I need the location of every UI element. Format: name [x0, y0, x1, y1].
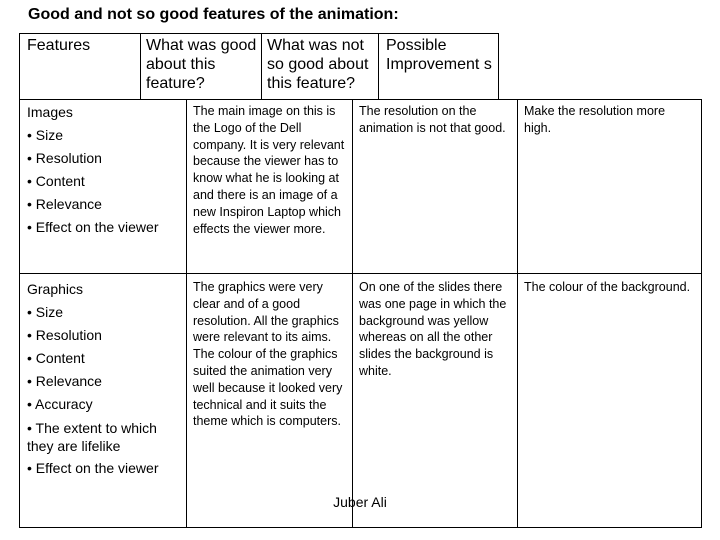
row-divider [19, 527, 701, 528]
improvement-cell: Make the resolution more high. [524, 104, 666, 135]
row-divider [19, 99, 701, 100]
feature-item: • Size [27, 127, 64, 143]
feature-item: • Effect on the viewer [27, 460, 159, 476]
row-divider [19, 273, 701, 274]
feature-item: • The extent to which they are lifelike [27, 420, 157, 454]
feature-list [27, 101, 185, 239]
feature-item: • Content [27, 350, 85, 366]
header-good: What was good about this feature? [146, 37, 257, 92]
feature-item: • Content [27, 173, 85, 189]
improvement-cell: The colour of the background. [524, 280, 691, 294]
feature-item: • Effect on the viewer [27, 219, 159, 235]
header-divider [378, 33, 379, 99]
feature-item: • Size [27, 304, 64, 320]
header-not-good: What was not so good about this feature? [267, 37, 369, 92]
good-cell: The main image on this is the Logo of the Dell company. It is very relevant because the viewer has to know what he is looking at and there is an image of a new Inspiron Laptop which effects the viewer more. [193, 104, 345, 236]
feature-title: Graphics [27, 281, 84, 297]
column-divider [352, 99, 353, 528]
feature-list [27, 278, 183, 480]
good-cell: The graphics were very clear and of a good resolution. All the graphics were relevant to its aims. The colour of the graphics suited the animation very well because it looked very technical and it suits the theme which is computers. [193, 280, 343, 429]
column-divider [186, 99, 187, 528]
feature-title: Images [27, 104, 73, 120]
feature-item: • Resolution [27, 327, 102, 343]
header-divider [261, 33, 262, 99]
column-divider [517, 99, 518, 528]
header-features: Features [27, 37, 91, 54]
author-name: Juber Ali [333, 494, 387, 510]
header-divider [140, 33, 141, 99]
page-title: Good and not so good features of the animation: [28, 6, 399, 23]
feature-item: • Relevance [27, 373, 102, 389]
not-good-cell: On one of the slides there was one page in which the background was yellow whereas on all the other slides the background is white. [359, 280, 507, 378]
header-improvement: Possible Improvement s [386, 37, 492, 73]
column-divider [701, 99, 702, 528]
not-good-cell: The resolution on the animation is not that good. [359, 104, 506, 135]
feature-item: • Resolution [27, 150, 102, 166]
feature-item: • Accuracy [27, 396, 93, 412]
column-divider [19, 99, 20, 528]
feature-item: • Relevance [27, 196, 102, 212]
